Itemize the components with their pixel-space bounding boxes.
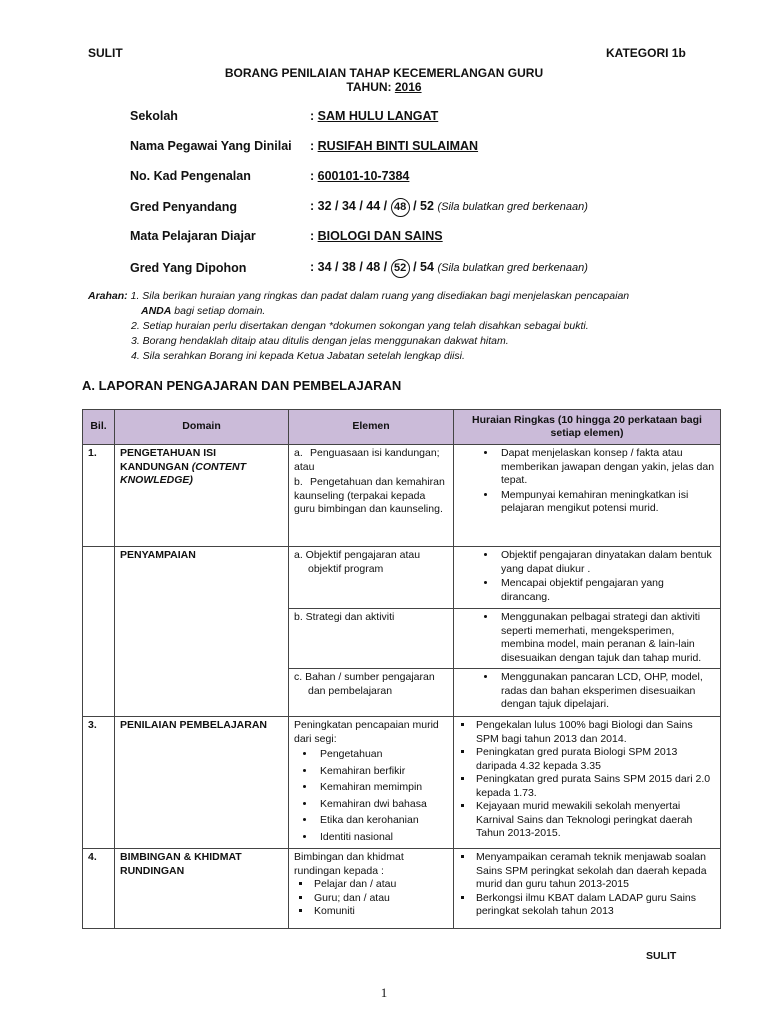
description-cell xyxy=(454,609,721,669)
list-item: • Kemahiran memimpin xyxy=(316,781,448,795)
description-cell xyxy=(454,849,721,929)
circled-grade: 52 xyxy=(391,259,410,278)
grade-option: 44 xyxy=(366,199,381,213)
description-cell xyxy=(454,669,721,717)
element-cell: b. Strategi dan aktiviti xyxy=(289,609,454,669)
description-cell xyxy=(454,717,721,849)
header-kategori: KATEGORI 1b xyxy=(606,46,686,60)
applied-label: Gred Yang Dipohon xyxy=(130,261,247,275)
row-number xyxy=(83,547,115,717)
subject-label: Mata Pelajaran Diajar xyxy=(130,229,256,243)
list-item: ▪ Komuniti xyxy=(312,905,448,919)
list-item: • Mempunyai kemahiran meningkatkan isi pelajaran mengikut potensi murid. xyxy=(497,489,715,516)
list-item: • Kemahiran berfikir xyxy=(316,765,448,779)
grade-option: 34 xyxy=(317,260,332,274)
grade-option: 38 xyxy=(341,260,356,274)
list-item: • Dapat menjelaskan konsep / fakta atau memberikan jawapan dengan yakin, jelas dan tepat. xyxy=(497,447,715,488)
list-item: ▪ Kejayaan murid mewakili sekolah menyertai Karnival Sains dan Teknologi peringkat daerah Tahun 2013-2015. xyxy=(474,800,715,841)
table-header-row xyxy=(83,410,721,445)
footer-sulit: SULIT xyxy=(646,950,677,962)
ic-label: No. Kad Pengenalan xyxy=(130,169,251,183)
ic-value: : 600101-10-7384 xyxy=(310,169,410,183)
element-cell: Peningkatan pencapaian murid dari segi: • Pengetahuan • Kemahiran berfikir • Kemahiran memimpin • Kemahiran dwi bahasa • Etika dan kerohanian • Identiti nasional xyxy=(289,717,454,849)
grade-option: 54 xyxy=(420,260,434,274)
description-cell xyxy=(454,445,721,547)
element-cell: a. Objektif pengajaran atau objektif program xyxy=(289,547,454,609)
school-value: : SAM HULU LANGAT xyxy=(310,109,439,123)
domain-cell: PENILAIAN PEMBELAJARAN xyxy=(115,717,289,849)
list-item: • Kemahiran dwi bahasa xyxy=(316,798,448,812)
element-cell: a. Penguasaan isi kandungan; atau b. Pengetahuan dan kemahiran kaunseling (terpakai kepada guru bimbingan dan kaunseling. xyxy=(289,445,454,547)
grade-option: 34 xyxy=(341,199,356,213)
subject-value: : BIOLOGI DAN SAINS xyxy=(310,229,443,243)
row-number: 4. xyxy=(83,849,115,929)
list-item: ▪ Peningkatan gred purata Biologi SPM 2013 daripada 4.32 kepada 3.35 xyxy=(474,746,715,773)
domain-cell: PENYAMPAIAN xyxy=(115,547,289,717)
grade-option: 52 xyxy=(420,199,434,213)
element-cell: Bimbingan dan khidmat rundingan kepada : ▪ Pelajar dan / atau ▪ Guru; dan / atau ▪ Komuniti xyxy=(289,849,454,929)
table-row xyxy=(83,445,721,547)
element-cell: c. Bahan / sumber pengajaran dan pembelajaran xyxy=(289,669,454,717)
list-item: ▪ Pengekalan lulus 100% bagi Biologi dan Sains SPM bagi tahun 2013 dan 2014. xyxy=(474,719,715,746)
table-row xyxy=(83,547,721,609)
list-item: ▪ Peningkatan gred purata Sains SPM 2015 dari 2.0 kepada 1.73. xyxy=(474,773,715,800)
grade-option: 48 xyxy=(366,260,381,274)
grade-label: Gred Penyandang xyxy=(130,200,237,214)
row-number: 3. xyxy=(83,717,115,849)
list-item: • Identiti nasional xyxy=(316,831,448,844)
list-item: • Menggunakan pelbagai strategi dan aktiviti seperti memerhati, mengeksperimen, membina model, main peranan & lain-lain disesuaikan dengan tajuk dan tahap murid. xyxy=(497,611,715,665)
header-bil: Bil. xyxy=(83,410,115,445)
school-label: Sekolah xyxy=(130,109,178,123)
section-title: A. LAPORAN PENGAJARAN DAN PEMBELAJARAN xyxy=(82,378,402,393)
list-item: • Menggunakan pancaran LCD, OHP, model, radas dan bahan eksperimen disesuaikan dengan tajuk dipelajari. xyxy=(497,671,715,712)
circled-grade: 48 xyxy=(391,198,410,217)
header-domain: Domain xyxy=(115,410,289,445)
header-sulit: SULIT xyxy=(88,46,123,60)
header-elemen: Elemen xyxy=(289,410,454,445)
form-year: TAHUN: 2016 xyxy=(346,80,422,94)
domain-cell: PENGETAHUAN ISI KANDUNGAN (CONTENT KNOWLEDGE) xyxy=(115,445,289,547)
name-value: : RUSIFAH BINTI SULAIMAN xyxy=(310,139,479,153)
list-item: • Mencapai objektif pengajaran yang dirancang. xyxy=(497,577,715,604)
list-item: • Pengetahuan xyxy=(316,748,448,762)
grade-option: 32 xyxy=(317,199,332,213)
page-number: 1 xyxy=(380,985,388,1000)
list-item: • Etika dan kerohanian xyxy=(316,814,448,828)
row-number: 1. xyxy=(83,445,115,547)
name-label: Nama Pegawai Yang Dinilai xyxy=(130,139,292,153)
list-item: ▪ Berkongsi ilmu KBAT dalam LADAP guru Sains peringkat sekolah tahun 2013 xyxy=(474,892,715,919)
report-table xyxy=(82,409,721,929)
instructions: Arahan: 1. Sila berikan huraian yang ringkas dan padat dalam ruang yang disediakan bagi menjelaskan pencapaian ANDA bagi setiap domain. 2. Setiap huraian perlu disertakan dengan *dokumen sokongan yang telah disahkan sebagai bukti. 3. Borang hendaklah ditaip atau ditulis dengan jelas menggunakan dakwat hitam. 4. Sila serahkan Borang ini kepada Ketua Jabatan setelah lengkap diisi. xyxy=(88,290,630,362)
grade-options: : 32 / 34 / 44 / 48 / 52 (Sila bulatkan gred berkenaan) xyxy=(310,198,588,217)
table-row xyxy=(83,849,721,929)
description-cell xyxy=(454,547,721,609)
applied-options: : 34 / 38 / 48 / 52 / 54 (Sila bulatkan gred berkenaan) xyxy=(310,259,588,278)
list-item: • Objektif pengajaran dinyatakan dalam bentuk yang dapat diukur . xyxy=(497,549,715,576)
header-huraian: Huraian Ringkas (10 hingga 20 perkataan bagi setiap elemen) xyxy=(454,410,721,445)
domain-cell: BIMBINGAN & KHIDMAT RUNDINGAN xyxy=(115,849,289,929)
list-item: ▪ Menyampaikan ceramah teknik menjawab soalan Sains SPM peringkat sekolah dan daerah kepada murid dan guru tahun 2013-2015 xyxy=(474,851,715,892)
table-row xyxy=(83,717,721,849)
list-item: ▪ Guru; dan / atau xyxy=(312,892,448,906)
list-item: ▪ Pelajar dan / atau xyxy=(312,878,448,892)
form-title: BORANG PENILAIAN TAHAP KECEMERLANGAN GURU xyxy=(224,66,544,80)
